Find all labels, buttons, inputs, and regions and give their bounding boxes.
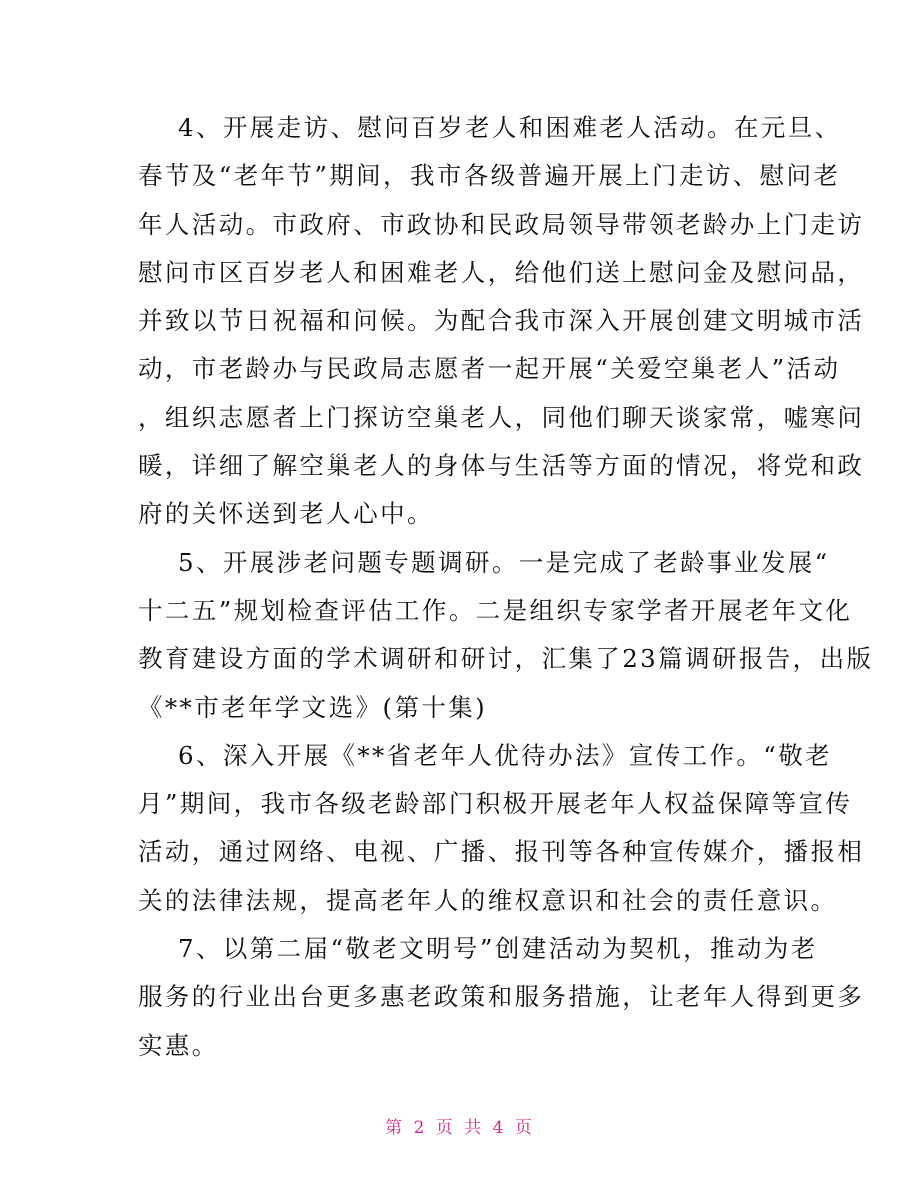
text-line: 教育建设方面的学术调研和研讨，汇集了23篇调研报告，出版: [138, 644, 874, 674]
text-line: 年人活动。市政府、市政协和民政局领导带领老龄办上门走访: [138, 209, 865, 239]
text-line: 7、以第二届“敬老文明号”创建活动为契机，推动为老: [178, 934, 818, 964]
text-line: 关的法律法规，提高老年人的维权意识和社会的责任意识。: [138, 885, 838, 915]
paragraph-7: [138, 925, 865, 1070]
text-line: 慰问市区百岁老人和困难老人，给他们送上慰问金及慰问品，: [138, 257, 865, 287]
text-line: 并致以节日祝福和问候。为配合我市深入开展创建文明城市活: [138, 306, 865, 336]
paragraph-6: [138, 732, 865, 925]
text-line: 6、深入开展《**省老年人优待办法》宣传工作。“敬老: [178, 740, 833, 770]
text-line: 实惠。: [138, 1030, 219, 1060]
text-line: 暖，详细了解空巢老人的身体与生活等方面的情况，将党和政: [138, 451, 865, 481]
text-line: 春节及“老年节”期间，我市各级普遍开展上门走访、慰问老: [138, 161, 841, 191]
text-line: ，组织志愿者上门探访空巢老人，同他们聊天谈家常，嘘寒问: [138, 402, 865, 432]
text-line: 活动，通过网络、电视、广播、报刊等各种宣传媒介，播报相: [138, 837, 865, 867]
paragraph-4: [138, 104, 865, 539]
text-line: 月”期间，我市各级老龄部门积极开展老年人权益保障等宣传: [138, 789, 853, 819]
text-line: 府的关怀送到老人心中。: [138, 499, 434, 529]
text-line: 《**市老年学文选》(第十集): [138, 692, 488, 722]
document-body: [138, 104, 874, 1070]
text-line: 5、开展涉老问题专题调研。一是完成了老龄事业发展“: [178, 547, 830, 577]
text-line: 服务的行业出台更多惠老政策和服务措施，让老年人得到更多: [138, 982, 865, 1012]
text-line: 4、开展走访、慰问百岁老人和困难老人活动。在元旦、: [178, 113, 842, 142]
page-number-footer: 第 2 页 共 4 页: [385, 1118, 535, 1138]
text-line: 十二五”规划检查评估工作。二是组织专家学者开展老年文化: [138, 595, 853, 625]
paragraph-5: [138, 539, 874, 732]
text-line: 动，市老龄办与民政局志愿者一起开展“关爱空巢老人”活动: [138, 354, 841, 384]
